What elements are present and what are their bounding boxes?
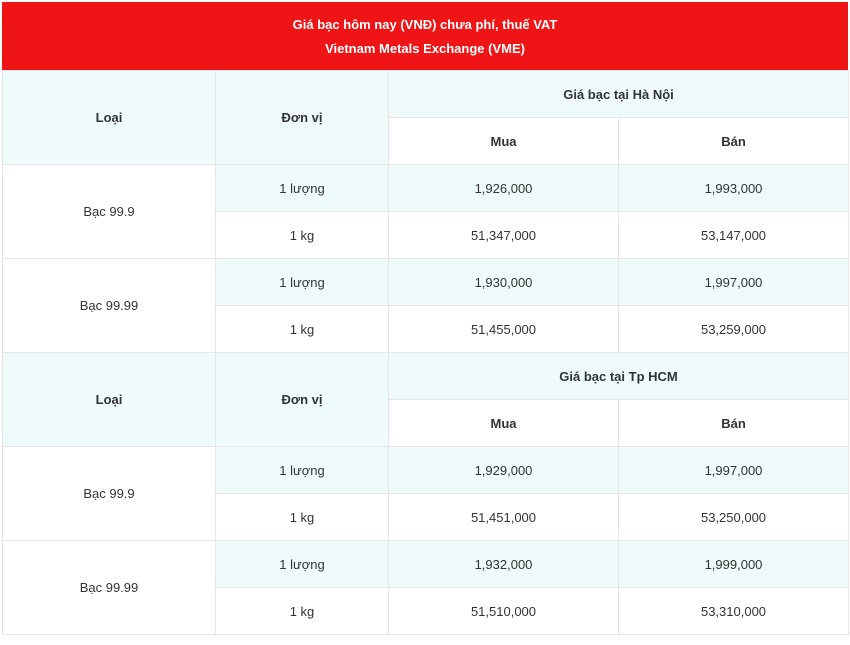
header-row-hanoi (3, 71, 849, 118)
buy-price: 1,932,000 (389, 541, 619, 588)
header-sell: Bán (619, 400, 849, 447)
header-region-hcm: Giá bạc tại Tp HCM (389, 353, 849, 400)
buy-price: 51,510,000 (389, 588, 619, 635)
buy-price: 1,930,000 (389, 259, 619, 306)
header-unit: Đơn vị (216, 71, 389, 165)
header-sell: Bán (619, 118, 849, 165)
unit-cell: 1 kg (216, 306, 389, 353)
header-unit: Đơn vị (216, 353, 389, 447)
banner-title: Giá bạc hôm nay (VNĐ) chưa phí, thuế VAT (292, 16, 558, 32)
buy-price: 51,347,000 (389, 212, 619, 259)
sell-price: 53,259,000 (619, 306, 849, 353)
table-row (3, 165, 849, 212)
sell-price: 1,999,000 (619, 541, 849, 588)
unit-cell: 1 lượng (216, 259, 389, 306)
unit-cell: 1 lượng (216, 541, 389, 588)
silver-price-table (2, 70, 849, 635)
product-name: Bạc 99.99 (3, 259, 216, 353)
unit-cell: 1 kg (216, 588, 389, 635)
sell-price: 53,250,000 (619, 494, 849, 541)
silver-price-page (2, 2, 848, 635)
product-name: Bạc 99.9 (3, 447, 216, 541)
table-row (3, 447, 849, 494)
sell-price: 53,147,000 (619, 212, 849, 259)
product-name: Bạc 99.9 (3, 165, 216, 259)
header-type: Loại (3, 353, 216, 447)
buy-price: 1,929,000 (389, 447, 619, 494)
header-region-hanoi: Giá bạc tại Hà Nội (389, 71, 849, 118)
banner-subtitle: Vietnam Metals Exchange (VME) (325, 40, 525, 56)
header-type: Loại (3, 71, 216, 165)
product-name: Bạc 99.99 (3, 541, 216, 635)
buy-price: 51,455,000 (389, 306, 619, 353)
unit-cell: 1 kg (216, 212, 389, 259)
sell-price: 1,997,000 (619, 259, 849, 306)
unit-cell: 1 lượng (216, 165, 389, 212)
unit-cell: 1 kg (216, 494, 389, 541)
header-buy: Mua (389, 400, 619, 447)
sell-price: 1,997,000 (619, 447, 849, 494)
table-row (3, 541, 849, 588)
buy-price: 1,926,000 (389, 165, 619, 212)
title-banner (2, 2, 848, 70)
sell-price: 53,310,000 (619, 588, 849, 635)
buy-price: 51,451,000 (389, 494, 619, 541)
unit-cell: 1 lượng (216, 447, 389, 494)
header-buy: Mua (389, 118, 619, 165)
header-row-hcm (3, 353, 849, 400)
sell-price: 1,993,000 (619, 165, 849, 212)
table-row (3, 259, 849, 306)
